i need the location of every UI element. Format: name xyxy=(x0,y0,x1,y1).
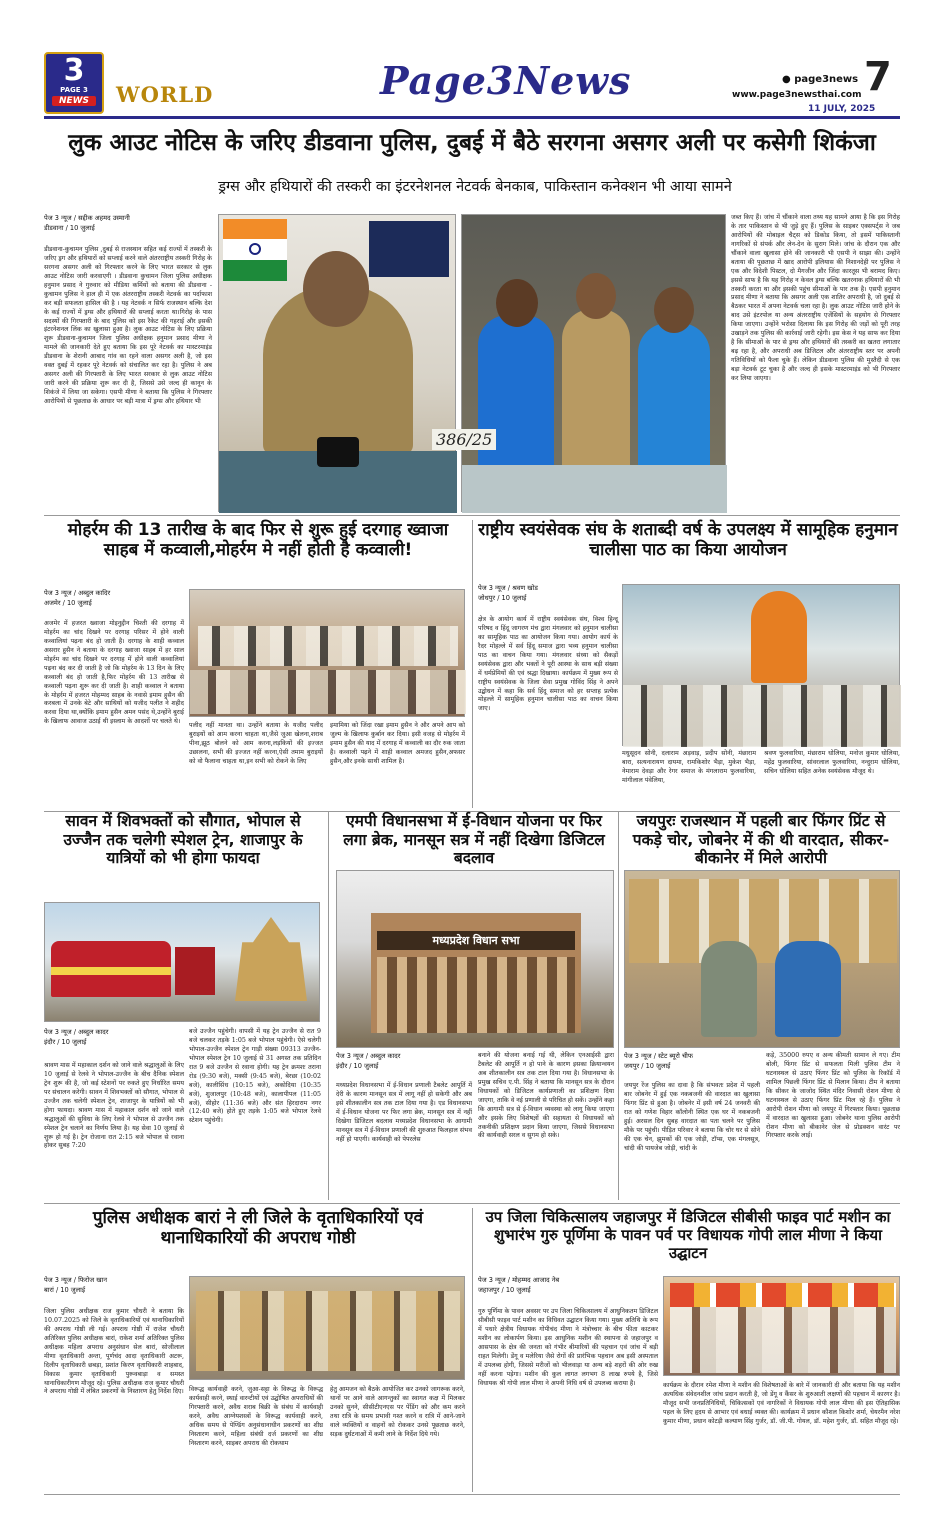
phone-icon xyxy=(317,437,359,467)
building-sign: मध्यप्रदेश विधान सभा xyxy=(377,931,575,950)
divider-col-row3b xyxy=(618,812,619,1200)
lead-place: डीडवाना / 10 जुलाई xyxy=(44,223,95,232)
accused-seated-2 xyxy=(775,941,841,1037)
lead-byline xyxy=(44,214,212,234)
turbans-row xyxy=(670,1283,896,1307)
fingerprint-photo xyxy=(624,870,900,1048)
divider-col-row3a xyxy=(328,812,329,1200)
rss-headline: राष्ट्रीय स्वयंसेवक संघ के शताब्दी वर्ष के उपलक्ष्य में सामूहिक हनुमान चालीसा पाठ का किया आयोजन xyxy=(478,520,898,561)
evidhan-body-b: बनाने की योजना बनाई गई थी, लेकिन एनआईसी द्वारा टैबलेट की आपूर्ति न हो पाने के कारण इसका क्रियान्वयन अब शीतकालीन सत्र तक टाल दिया गया है। विधानसभा के प्रमुख सचिव ए.पी. सिंह ने बताया कि मानसून सत्र के दौरान विधायकों को डिजिटल कार्यप्रणाली का प्रशिक्षण दिया जाएगा, ताकि वे नई प्रणाली से परिचित हो सकें। उन्होंने कहा कि आगामी सत्र से ई-विधान व्यवस्था को लागू किया जाएगा और इसके लिए विशेषज्ञों की सहायता से विधायकों को तकनीकी प्रशिक्षण प्रदान किया जाएगा, जिससे विधानसभा की कार्यवाही सरल व सुगम हो सके। xyxy=(478,1052,614,1140)
muharram-author: पेज 3 न्यूज / अब्दुल कादिर xyxy=(44,589,111,597)
jahazpur-byline xyxy=(478,1276,658,1296)
crowd-row-2 xyxy=(190,670,466,714)
issue-date: 11 JULY, 2025 xyxy=(808,104,876,114)
rss-author: पेज 3 न्यूज / श्रवण खोड xyxy=(478,584,538,592)
train-body-b: बजे उज्जैन पहुंचेगी। वापसी में यह ट्रेन उज्जैन से रात 9 बजे चलकर तड़के 1:05 बजे भोपाल पहुंचेगी। ऐसे चलेगी भोपाल-उज्जैन स्पेशल ट्रेन गाड़ी संख्या 09313 उज्जैन-भोपाल स्पेशल ट्रेन 10 जुलाई से 31 अगस्त तक प्रतिदिन रात 9 बजे उज्जैन से रवाना होगी। यह ट्रेन क्रमशः तराना रोड (9:30 बजे), मक्सी (9:45 बजे), बेरछा (10:02 बजे), कालीसिंध (10:15 बजे), अकोदिया (10:35 बजे), शुजालपुर (10:48 बजे), कालापीपल (11:05 बजे), सीहोर (11:36 बजे) और संत हिरदाराम नगर (12:40 बजे) होते हुए तड़के 1:05 बजे भोपाल रेलवे स्टेशन पहुंचेगी। xyxy=(189,1028,321,1125)
section-label: WORLD xyxy=(116,82,214,107)
police-flag xyxy=(369,221,449,277)
fingerprint-author: पेज 3 न्यूज / स्टेट ब्यूरो चीफ xyxy=(624,1052,693,1060)
train-author: पेज 3 न्यूज / अब्दुल कादर xyxy=(44,1028,109,1036)
train-headline: सावन में शिवभक्तों को सौगात, भोपाल से उज्जैन तक चलेगी स्पेशल ट्रेन, शाजापुर के यात्रियों को भी होगा फायदा xyxy=(63,812,303,868)
lead-author: पेज 3 न्यूज / सद्दीक अहमद उस्मानी xyxy=(44,214,130,222)
logo-sub1: PAGE 3 xyxy=(60,86,88,94)
rss-place: जोधपुर / 10 जुलाई xyxy=(478,593,527,602)
case-number-board: 386/25 xyxy=(432,429,496,450)
muharram-body-a: अजमेर में हजरत ख्वाजा मोइनुद्दीन चिश्ती की दरगाह में मोहर्रम का चांद दिखने पर दरगाह परिसर में होने वाली कव्वालियां पढ़ना बंद हो जाती है। दरगाह के शाही कव्वाल असरार हुसैन ने बताया के दरगाह ख्वाजा साहब में हर साल मोहर्रम का चांद दिखने पर दरगाह में होने वाली कव्वालियां पढ़ना बंद कर दी जाती है जो कि मोहर्रम के 13 दिन के लिए कव्वाली बंद हो जाती है,फिर मोहर्रम की 13 तारीख से कव्वाली पढ़ना शुरू कर दी जाती है। शाही कव्वाल ने बताया के मोहर्रम में हजरत मोहम्मद साहब के नवासे इमाम हुसैन की करबला में उनके बेटे और साथियों को यजीद पलीत ने शहीद करवा दिया था,क्योंकि इमाम हुसैन अमन पसंद थे,उन्होंने बुराई के खिलाफ आवाज उठाई थी इस्लाम के आदर्शो पर चलते थे। xyxy=(44,620,184,726)
jahazpur-place: जहाजपुर / 10 जुलाई xyxy=(478,1285,531,1294)
evidhan-headline: एमपी विधानसभा में ई-विधान योजना पर फिर लगा ब्रेक, मानसून सत्र में नहीं दिखेगा डिजिटल बदलाव xyxy=(343,812,605,868)
vidhan-sabha-photo xyxy=(336,870,614,1048)
train-coach xyxy=(175,947,215,995)
evidhan-byline xyxy=(336,1052,472,1072)
muharram-byline xyxy=(44,589,184,609)
train-byline xyxy=(44,1028,184,1048)
person-2-head xyxy=(654,287,694,333)
rss-photo xyxy=(622,584,900,746)
evidhan-body-a: मध्यप्रदेश विधानसभा में ई-विधान प्रणाली टैबलेट आपूर्ति में देरी के कारण मानसून सत्र में लागू नहीं हो सकेगी और अब इसे शीतकालीन सत्र तक टाल दिया गया है। एड विधानसभा में ई-विधान योजना पर फिर लगा ब्रेक, मानसून सत्र में नहीं दिखेगा डिजिटल बदलाव मध्यप्रदेश विधानसभा के आगामी मानसून सत्र में ई-विधान प्रणाली की शुरुआत फिलहाल संभव नहीं हो पाएगी। कार्यवाही को पेपरलेस xyxy=(336,1082,472,1143)
divider-col-row4 xyxy=(472,1208,473,1492)
devotees-row xyxy=(623,685,901,747)
jahazpur-author: पेज 3 न्यूज / मोहम्मद आजाद नेब xyxy=(478,1276,560,1284)
muharram-place: अजमेर / 10 जुलाई xyxy=(44,598,92,607)
paper-title[interactable]: Page3News xyxy=(380,58,632,103)
baran-photo xyxy=(189,1276,465,1380)
lead-subheadline: ड्रग्स और हथियारों की तस्करी का इंटरनेशनल नेटवर्क बेनकाब, पाकिस्तान कनेक्शन भी आया सामने xyxy=(218,179,732,195)
lead-body-left: डीडवाना-कुचामन पुलिस ,दुबई से राजस्थान सहित कई राज्यों में तस्करी के जरिए ड्रग और हथियारों को सप्लाई करने वाले अंतरराष्ट्रीय तस्करी गिरोह के सरगना असगर अली को गिरफ्तार करने के लिए भारत सरकार से लुक आउट नोटिस जारी करवाएगी । डीडवाना कुचामन जिला पुलिस अधीक्षक हनुमान प्रसाद ने गुरुवार को मीडिया कर्मियों को बताया की डीडवाना - कुचामन पुलिस ने हाल ही में एक अंतरराष्ट्रीय तस्करी नेटवर्क का पर्दाफाश कर बड़ी सफलता हासिल की है । यह नेटवर्क न सिर्फ राजस्थान बल्कि देश के कई राज्यों में ड्रग्स और हथियारों की सप्लाई करता था।गिरोह के पास सदस्यों की गिरफ्तारी के बाद पुलिस को इस रैकेट की गहराई और इसकी इंटरनेशनल लिंक का खुलासा हुआ है। लुक आउट नोटिस के लिए प्रक्रिया शुरू डीडवाना-कुचामन जिला पुलिस अधीक्षक हनुमान प्रसाद मीणा ने मामले की जानकारी देते हुए बताया कि इस पूरे नेटवर्क का मास्टरमाइंड डीडवाना के शेरानी आबाद गांव का रहने वाला असगर अली है, जो इस वक्त दुबई में रहकर पूरे नेटवर्क को संचालित कर रहा है। पुलिस ने अब असगर अली की गिरफ्तारी के लिए भारत सरकार से लुक आउट नोटिस जारी करने की प्रक्रिया शुरू कर दी है, जिससे उसे जल्द ही कानून के शिकंजे में लिया जा सकेगा। एसपी मीणा ने बताया कि पुलिस ने गिरफ्तार आरोपियों से पूछताछ के आधार पर बड़ी मात्रा में ड्रग्स और हथियार भी xyxy=(44,246,212,405)
muharram-headline: मोहर्रम की 13 तारीख के बाद फिर से शुरू हुई दरगाह ख्वाजा साहब में कव्वाली,मोहर्रम मे नहीं होती है कव्वाली! xyxy=(67,520,449,561)
accused-seated-1 xyxy=(701,941,757,1037)
person-1-head xyxy=(496,279,538,327)
fingerprint-headline: जयपुरः राजस्थान में पहली बार फिंगर प्रिंट से पकड़े चोर, जोबनेर में की थी वारदात, सीकर-बीकानेर में मिले आरोपी xyxy=(632,812,890,868)
site-name xyxy=(782,74,858,85)
baran-headline: पुलिस अधीक्षक बारां ने ली जिले के वृताधिकारियों एवं थानाधिकारियों की अपराध गोष्ठी xyxy=(92,1208,424,1249)
divider-3 xyxy=(44,1203,900,1204)
logo-sub2: NEWS xyxy=(52,96,96,106)
police-officer-head xyxy=(576,273,616,319)
lead-body-right: जब्त किए हैं। जांच में चौंकाने वाला तथ्य यह सामने आया है कि इस गिरोह के तार पाकिस्तान से भी जुड़े हुए हैं। पुलिस के साइबर एक्सपर्ट्स ने जब आरोपियों की मोबाइल चैट्स को डिकोड किया, तो इसमें पाकिस्तानी नागरिकों से संपर्क और लेन-देन के सुराग मिले। जांच के दौरान एक और चौंकाने वाला खुलासा होने की जानकारी भी एसपी ने साझा की। उन्होंने बताया की पूछताछ में खाद आरोपी इलियास की निशानदेही पर पुलिस ने एक और विदेशी पिस्टल, दो मैगजीन और जिंदा कारतूस भी बरामद किए। इससे साफ है कि यह गिरोह न केवल ड्रग्स बल्कि खतरनाक हथियारों की भी तस्करी करता था और इसकी पहुंच सीमाओं के पार तक है। एसपी हनुमान प्रसाद मीणा ने बताया कि असगर अली एक शातिर अपराधी है, जो दुबई से बैठकर भारत में अपना नेटवर्क चला रहा है। लुक आउट नोटिस जारी होने के बाद उसे इंटरपोल या अन्य अंतरराष्ट्रीय एजेंसियों के सहयोग से गिरफ्तार किया जाएगा। उन्होंने भरोसा दिलाया कि इस गिरोह की जड़ों को पूरी तरह उखाड़ने तक पुलिस की कार्रवाई जारी रहेगी। इस केस ने यह साफ कर दिया है कि सीमाओं के पार से ड्रग्स और हथियारों की तस्करी का खतरा लगातार बढ़ रहा है, और अपराधी अब डिजिटल और अंतरराष्ट्रीय स्तर पर अपनी गतिविधियों को फैला चुके हैं। लेकिन डीडवाना पुलिस की मुस्तैदी से एक बड़ा नेटवर्क टूट चुका है और जल्द ही इसके मास्टरमाइंड को भी गिरफ्तार कर लिया जाएगा। xyxy=(731,214,900,382)
muharram-body-b: पलीद नहीं मानता था। उन्होंने बताया के यजीद पलीद बुराइयों को आम करना चाहता था,जैसे जुआ खेलना,शराब पीना,झूठ बोलने को आम करना,लड़कियों की इज्जत उछालना, सभी की इज्जत नहीं करना,ऐसी तमाम बुराइयों को वो फैलाना चाहता था,इन सभी को रोकने के लिए xyxy=(189,722,323,765)
rss-body-b: मधुसूदन सोनी, दलाराम अड़वाड़, प्रदीप सोनी, मंछाराम बारा, सत्यनारायण दायमा, रामकिशोर भैड़ा, मुकेश भैड़ा, नेमाराम देवड़ा और रेगर समाज के मंगलाराम फुलवारिया, मांगीलाल पंवेलिया, xyxy=(622,750,756,784)
baran-body-a: जिला पुलिस अधीक्षक राज कुमार चौधरी ने बताया कि 10.07.2025 को जिले के वृताधिकारियों एवं थानाधिकारियों की अपराध गोष्ठी ली गई। अपराध गोष्ठी में राजेश चौधरी अतिरिक्त पुलिस अधीक्षक बारां, राकेश शर्मा अतिरिक्त पुलिस अधीक्षक महिला अपराध अनुसंधान सेल बारां, सोजीलाल मीणा वृताधिकारी अन्ता, पूर्णचंद आदा वृताधिकारी अटरू, दिलीप वृताधिकारी छबड़ा, प्रशांत किरण वृताधिकारी शाहबाद, विकास कुमार वृताधिकारी पुरूवबाड़ा व समस्त थानाधिकारीगण मौजूद रहे। पुलिस अधीक्षक राज कुमार चौधरी ने अपराध गोष्ठी में लंबित प्रकरणों के निस्तारण हेतु निर्देश दिए। xyxy=(44,1308,184,1396)
lead-headline: लुक आउट नोटिस के जरिए डीडवाना पुलिस, दुबई में बैठे सरगना असगर अली पर कसेगी शिकंजा xyxy=(68,130,876,156)
baran-body-b: विरूद्ध कार्यवाही करने, जुआ-सट्टा के विरूद्ध के विरूद्ध कार्यवाही करने, स्थाई वारन्टीयों एवं उद्घोषित अपराधियों की गिरफ्तारी करने, अवैध शराब बिक्री के संबंध में कार्यवाही करने, अवैध आग्नेयशस्त्रों के विरूद्ध कार्यवाही करने, अधिक समय से पेण्डिंग अनुसंधानाधीन प्रकरणों का शीघ्र निस्तारण करने, महिला संबंधी दर्ज प्रकरणों का शीघ्र निस्तारण करने, साइबर अपराध की रोकथाम xyxy=(189,1386,323,1447)
evidhan-place: इंदौर / 10 जुलाई xyxy=(336,1061,379,1070)
rss-byline xyxy=(478,584,618,604)
officers-meeting xyxy=(196,1291,460,1371)
flag-icon xyxy=(223,219,287,281)
baran-author: पेज 3 न्यूज / फिरोज खान xyxy=(44,1276,108,1284)
building-columns xyxy=(377,957,575,1033)
site-url[interactable]: www.page3newsthai.com xyxy=(732,90,862,100)
seized-items-table xyxy=(462,465,727,513)
train-photo xyxy=(44,902,320,1022)
evidhan-author: पेज 3 न्यूज / अब्दुल कादर xyxy=(336,1052,401,1060)
train-body-a: श्रावण मास में महाकाल दर्शन को जाने वाले श्रद्धालुओं के लिए 10 जुलाई से रेलवे ने भोपाल-उज्जैन के बीच दैनिक स्पेशल ट्रेन शुरू की है, जो कई स्टेशनों पर रुकते हुए निर्धारित समय पर संचालन करेगी। सावन में शिवभक्तों को सौगात, भोपाल से उज्जैन तक चलेगी स्पेशल ट्रेन, शाजापुर के यात्रियों को भी होगा फायदा। श्रावण मास में महाकाल दर्शन को जाने वाले श्रद्धालुओं की सुविधा के लिए रेलवे ने भोपाल से उज्जैन तक स्पेशल ट्रेन चलाने का निर्णय लिया है। यह सेवा 10 जुलाई से शुरू हो गई है। ट्रेन रोजाना रात 2:15 बजे भोपाल से रवाना होकर सुबह 7:20 xyxy=(44,1062,184,1150)
baran-place: बारां / 10 जुलाई xyxy=(44,1285,86,1294)
fingerprint-body-a: जयपुर रेंज पुलिस का दावा है कि संभवतः प्रदेश में पहली बार जोबनेर में हुई एक नकबजनी की वारदात का खुलासा फिंगर प्रिंट से हुआ है। जोबनेर में इसी वर्ष 24 जनवरी की रात को गणेश विहार कॉलोनी स्थित एक घर में नकबजनी हुई। अरसल दिन सुबह वारदात का पता चलने पर पुलिस मौके पर पहुंची। पीड़ित परिवार ने बताया कि चोर घर से सोने की एक चेन, झुमकों की एक जोड़ी, टॉप्स, एक मंगलसूत्र, चांदी की पायजेब जोड़ी, चांदी के xyxy=(624,1082,760,1152)
fingerprint-byline xyxy=(624,1052,760,1072)
hanuman-image xyxy=(751,591,807,683)
fingerprint-body-b: कड़े, 35000 रुपए व अन्य कीमती सामान ले गए। टीम बोली, फिंगर प्रिंट से सफलता मिली पुलिस टीम ने घटनास्थल से उठाए फिंगर प्रिंट को पुलिस के रिकॉर्ड में शामिल पिछली फिंगर प्रिंट से मिलान किया। टीम ने बताया कि सीकर के जाजोद स्थित मंदिर निवासी रोशन मीणा से घटनास्थल से उठाए फिंगर प्रिंट मिल रहे हैं। पुलिस ने आरोपी रोशन मीणा को जयपुर में गिरफ्तार किया। पूछताछ में वारदात का खुलासा हुआ। जोबनेर थाना पुलिस आरोपी रोशन मीणा को बीकानेर जेल से प्रोडक्शन वारंट पर गिरफ्तार करके लाई। xyxy=(766,1052,900,1140)
masthead xyxy=(44,48,900,118)
muharram-body-c: इमामिया को जिंदा रखा इमाम हुसैन ने और अपने आप को जुल्म के खिलाफ कुर्बान कर दिया। इसी वजह से मोहर्रम में इमाम हुसैन की याद में दरगाह में कव्वाली का दौर रुक जाता है। कव्वाली पढ़ने में शाही कव्वाल अमजद हुसैन,अफसर हुसैन,और इनके साथी शामिल है। xyxy=(330,722,465,765)
rss-body-a: क्षेत्र के आयोग कार्य में राष्ट्रीय स्वयंसेवक संघ, विश्व हिन्दू परिषद व हिंदू जागरण मंच द्वारा मंगलवार को हनुमान चालीसा का सामूहिक पाठ का आयोजन किया गया। आयोग कार्य के रैदर मोहल्ले में सर्व हिंदू समाज द्वारा भव्य हनुमान चालीसा पाठ का वाचन किया गया। मंगलवार संध्या को सैकड़ों स्वयंसेवक द्वारा और भक्तों ने पूरी आस्था के साथ बड़ी संख्या में धर्मप्रेमियों की एवं श्रद्धा दिखाया। कार्यक्रम में मुख्य रूप से राष्ट्रीय स्वयंसेवक के जिला सेवा प्रमुख गोविंद सिंह ने अपने उद्बोधन में कहा कि सर्व हिंदू समाज को हर सप्ताह प्रत्येक मोहल्ले में सामूहिक हनुमान चालीसा पाठ का वाचन किया जाए। xyxy=(478,616,618,713)
masthead-rule xyxy=(44,116,900,119)
crowd-row-1 xyxy=(198,626,458,666)
train-place: इंदौर / 10 जुलाई xyxy=(44,1037,87,1046)
bottom-rule xyxy=(44,1494,900,1495)
lead-photo-accused xyxy=(436,214,726,512)
brand-logo[interactable] xyxy=(44,52,104,114)
divider-1 xyxy=(44,515,900,516)
page-number: 7 xyxy=(864,54,892,100)
jahazpur-photo xyxy=(663,1276,900,1376)
baran-byline xyxy=(44,1276,184,1296)
baran-body-c: हेतु आमजन को बैठके आयोजित कर उनको जागरूक करने, थानों पर आने वाले आगन्तुकों का स्वागत कक्ष में मिलकर उनको सुनने, सीसीटीएनएस पर पेंडिंग को और कम करने तथा रात्रि के समय प्रभावी गश्त करने व रात्रि में आने-जाने वाले व्यक्तियों व वाहनों को रोककर उनसे पूछताछ करने, सड़क दुर्घटनाओं में कमी लाने के निर्देश दिये गये। xyxy=(330,1386,465,1438)
fingerprint-place: जयपुर / 10 जुलाई xyxy=(624,1061,671,1070)
muharram-photo xyxy=(189,589,465,717)
bullet-icon: ● xyxy=(782,74,795,85)
site-label: page3news xyxy=(794,74,859,85)
temple xyxy=(235,917,307,1001)
police-row xyxy=(629,879,897,963)
officer-head xyxy=(303,251,369,327)
jahazpur-body-a: गुरु पूर्णिमा के पावन अवसर पर उप जिला चिकित्सालय में आधुनिकतम डिजिटल सीबीसी फाइव पार्ट मशीन का विधिवत उद्घाटन किया गया। मुख्य अतिथि के रूप में पधारे क्षेत्रीय विधायक गोपीचंद मीणा ने मंत्रोच्चार के बीच फीता काटकर मशीन का लोकार्पण किया। इस आधुनिक मशीन की स्थापना से जहाजपुर व आसपास के क्षेत्र की जनता को गंभीर बीमारियों की पहचान एवं जांच में बड़ी राहत मिलेगी। डेंगू व मलेरिया जैसे रोगों की प्रारंभिक पहचान अब इसी अस्पताल में उपलब्ध होगी, जिससे मरीजों को भीलवाड़ा या अन्य बड़े शहरों की ओर रुख नहीं करना पड़ेगा। मशीन की कुल लागत लगभग 8 लाख रुपये है, जिसे विधायक श्री गोपी लाल मीणा ने अपनी निधि वर्ष से उपलब्ध कराया है। xyxy=(478,1308,658,1387)
logo-number: 3 xyxy=(63,53,85,88)
jahazpur-body-b: कार्यक्रम के दौरान रमेश मीणा ने मशीन की विशेषताओं के बारे में जानकारी दी और बताया कि यह मशीन अत्यधिक संवेदनशील जांच प्रदान करती है, जो डेंगू व कैंसर के शुरुआती लक्षणों की पहचान में कारगर है। मौजूद सभी जनप्रतिनिधियों, चिकित्सकों एवं नागरिकों ने विधायक गोपी लाल मीणा की इस ऐतिहासिक पहल के लिए हृदय से आभार एवं बधाई व्यक्त की। कार्यक्रम में प्रधान कौशल किशोर शर्मा, चेयरमैन नरेश कुमार मीणा, प्रधान कोटड़ी कल्याण सिंह गुर्जर, डॉ. जी.पी. गोयल, डॉ. महेश गुर्जर, डॉ. सहित मौजूद रहे। xyxy=(663,1382,900,1425)
dignitaries xyxy=(670,1307,896,1373)
jahazpur-headline: उप जिला चिकित्सालय जहाजपुर में डिजिटल सीबीसी फाइव पार्ट मशीन का शुभारंभ गुरु पूर्णिमा के पावन पर्व पर विधायक गोपी लाल मीणा ने किया उद्घाटन xyxy=(485,1208,891,1262)
train-stripe xyxy=(51,967,171,975)
divider-col-row2 xyxy=(472,520,473,808)
rss-body-c: श्रवण फुलवारिया, मंछाराम धोलिया, मनोज कुमार धोलिया, महेंद्र फुलवारिया, सांवरलाल फुलवारिया, नन्दुराम धोलिया, सचिन धोलिया सहित अनेक स्वयंसेवक मौजूद थे। xyxy=(764,750,900,775)
lead-photo-officer xyxy=(218,214,456,512)
